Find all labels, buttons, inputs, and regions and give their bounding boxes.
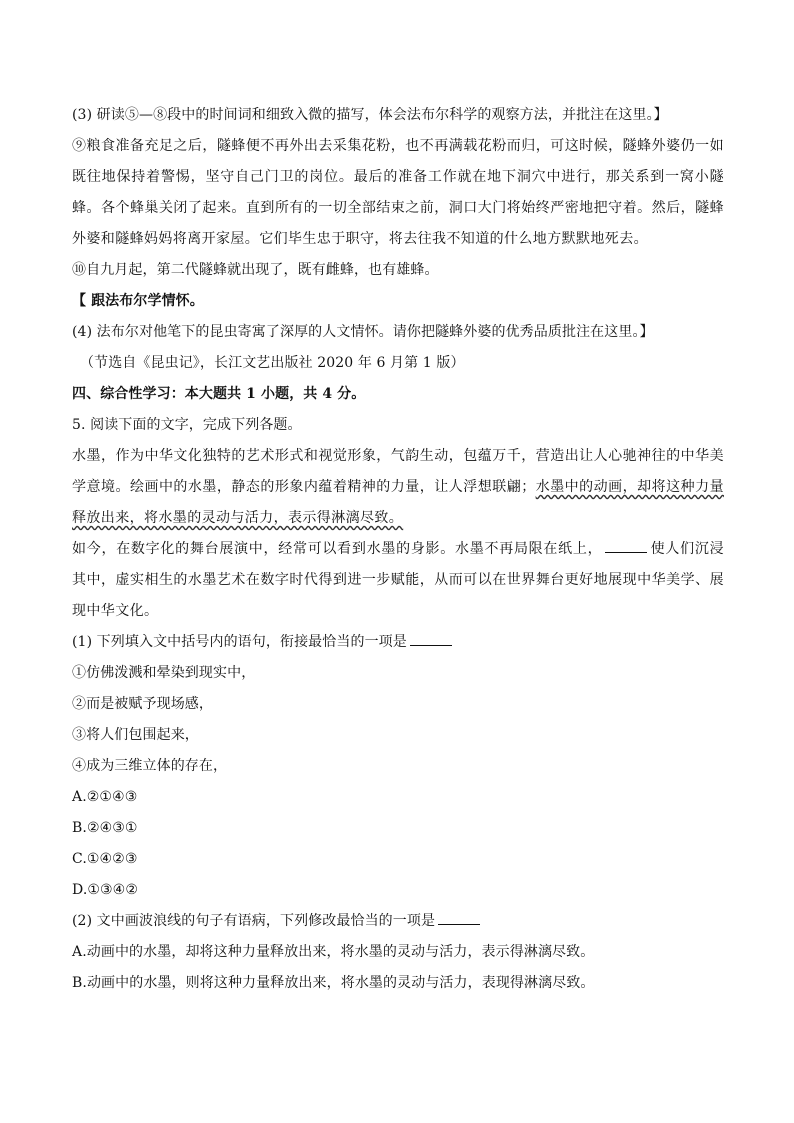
sentence-item: ③将人们包围起来，	[72, 727, 199, 743]
option-b-2: B.动画中的水墨，则将这种力量释放出来，将水墨的灵动与活力，表现得淋漓尽致。	[72, 975, 595, 991]
fill-in-blank	[605, 540, 647, 553]
option-d-1: D.①③④②	[72, 882, 138, 898]
passage-paragraph-2	[72, 534, 724, 627]
option-b-1: B.②④③①	[72, 820, 138, 836]
source-citation: （节选自《昆虫记》，长江文艺出版社 2020 年 6 月第 1 版）	[80, 355, 465, 371]
answer-blank-1	[410, 633, 452, 646]
passage-2-after-blank: 使人们沉浸其中，虚实相生的水墨艺术在数字时代得到进一步赋能，从而可以在世界舞台更好地展现中华美学、展现中华文化。	[72, 541, 725, 619]
sentence-item: ①仿佛泼溅和晕染到现实中，	[72, 665, 256, 681]
answer-blank-2	[438, 912, 480, 925]
paragraph-9: ⑨粮食准备充足之后，隧蜂便不再外出去采集花粉，也不再满载花粉而归，可这时候，隧蜂外婆仍一如既往地保持着警惕，坚守自己门卫的岗位。最后的准备工作就在地下洞穴中进行，那关系到一窝小隧蜂。各个蜂巢关闭了起来。直到所有的一切全部结束之前，洞口大门将始终严密地把守着。然后，隧蜂外婆和隧蜂妈妈将离开家屋。它们毕生忠于职守，将去往我不知道的什么地方默默地死去。	[72, 138, 724, 247]
document-page	[72, 100, 724, 999]
sub-question-2-text: (2) 文中画波浪线的句子有语病，下列修改最恰当的一项是	[72, 913, 436, 929]
sentence-item: ②而是被赋予现场感，	[72, 696, 213, 712]
sub-question-1-text: (1) 下列填入文中括号内的语句，衔接最恰当的一项是	[72, 634, 407, 650]
part-4-title: 四、综合性学习：本大题共 1 小题，共 4 分。	[72, 386, 366, 402]
option-a-1: A.②①④③	[72, 789, 138, 805]
question-5-intro: 5. 阅读下面的文字，完成下列各题。	[72, 417, 302, 433]
paragraph-10: ⑩自九月起，第二代隧蜂就出现了，既有雌蜂，也有雄蜂。	[72, 262, 439, 278]
section-header-humanism: 【 跟法布尔学情怀。	[72, 293, 204, 309]
sub-question-2-prompt	[72, 906, 724, 937]
sentence-item: ④成为三维立体的存在，	[72, 758, 228, 774]
passage-1-text: 水墨，作为中华文化独特的艺术形式和视觉形象，气韵生动，包蕴万千，营造出让人心驰神往的中华美学意境。绘画中的水墨，静态的形象内蕴着精神的力量，让人浮想联翩；	[72, 448, 724, 495]
passage-2-before-blank: 如今，在数字化的舞台展演中，经常可以看到水墨的身影。水墨不再局限在纸上，	[72, 541, 603, 557]
wavy-underlined-sentence: 水墨中的动画，却将这种力量释放出来，将水墨的灵动与活力，表示得淋漓尽致。	[72, 479, 724, 526]
option-c-1: C.①④②③	[72, 851, 138, 867]
sub-question-1-prompt	[72, 627, 724, 658]
passage-paragraph-1	[72, 441, 724, 534]
option-a-2: A.动画中的水墨，却将这种力量释放出来，将水墨的灵动与活力，表示得淋漓尽致。	[72, 944, 595, 960]
question-4-prompt: (4) 法布尔对他笔下的昆虫寄寓了深厚的人文情怀。请你把隧蜂外婆的优秀品质批注在这里。】	[72, 324, 654, 340]
question-3-prompt: (3) 研读⑤—⑧段中的时间词和细致入微的描写，体会法布尔科学的观察方法，并批注在这里。】	[72, 107, 668, 123]
